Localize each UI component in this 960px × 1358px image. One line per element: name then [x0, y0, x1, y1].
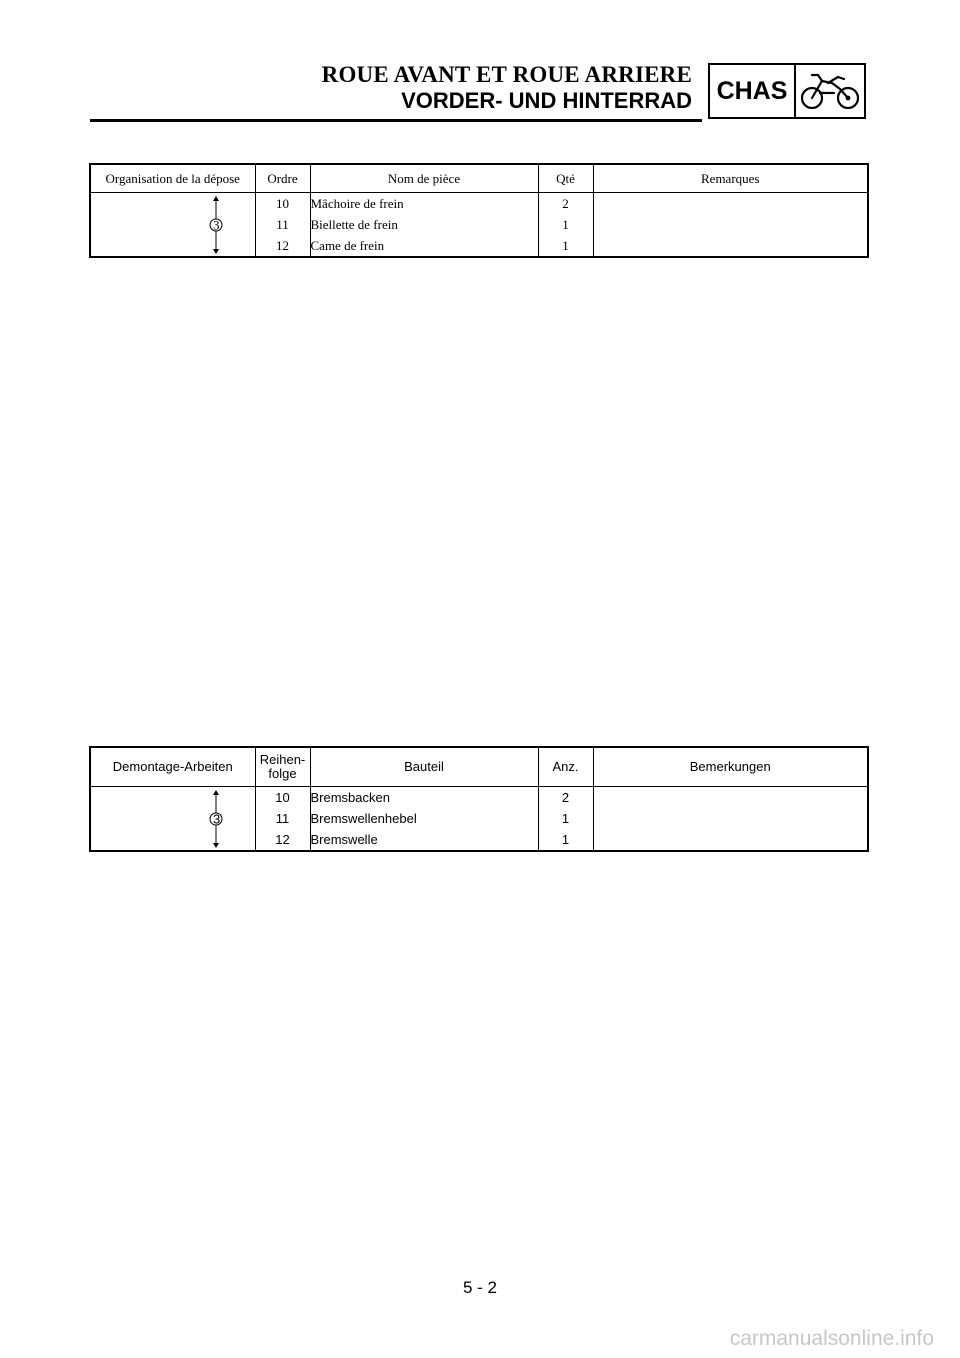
group-number: 3 — [213, 217, 220, 232]
part-cell: Came de frein — [310, 238, 385, 253]
col-header-nom: Nom de pièce — [310, 164, 538, 193]
col-header-demontage: Demontage-Arbeiten — [90, 747, 255, 787]
group-cell — [90, 193, 255, 258]
qty-cell: 1 — [561, 811, 570, 826]
col-header-reihenfolge: Reihen- folge — [255, 747, 310, 787]
watermark-text: carmanualsonline.info — [729, 1327, 934, 1350]
header-rule — [90, 119, 702, 122]
page-number: 5 - 2 — [462, 1278, 498, 1297]
part-cell: Mâchoire de frein — [310, 196, 404, 211]
parts-table-fr — [89, 163, 869, 258]
part-cell: Bremsbacken — [310, 790, 390, 805]
col-header-bauteil: Bauteil — [310, 747, 538, 787]
order-column — [255, 787, 310, 852]
col-header-organisation: Organisation de la dépose — [90, 164, 255, 193]
order-cell: 12 — [276, 238, 289, 253]
qty-cell: 2 — [562, 196, 569, 211]
parts-table-de — [89, 746, 869, 852]
col-header-ordre: Ordre — [255, 164, 310, 193]
part-cell: Biellette de frein — [310, 217, 398, 232]
part-cell: Bremswellenhebel — [310, 811, 417, 826]
part-column — [310, 787, 538, 852]
remarks-cell — [593, 787, 868, 852]
page-title-de: VORDER- UND HINTERRAD — [401, 88, 692, 113]
section-badge — [708, 63, 866, 119]
qty-cell: 1 — [562, 238, 569, 253]
col-header-qte: Qté — [538, 164, 593, 193]
col-header-anz: Anz. — [538, 747, 593, 787]
remarks-cell — [593, 193, 868, 258]
order-cell: 11 — [276, 217, 289, 232]
order-cell: 12 — [275, 832, 290, 847]
part-column — [310, 193, 538, 258]
col-header-remarques: Remarques — [593, 164, 868, 193]
col-header-bemerkungen: Bemerkungen — [593, 747, 868, 787]
qty-column — [538, 193, 593, 258]
group-cell — [90, 787, 255, 852]
order-column — [255, 193, 310, 258]
qty-column — [538, 787, 593, 852]
order-cell: 10 — [276, 196, 289, 211]
qty-cell: 1 — [561, 832, 570, 847]
order-cell: 11 — [275, 811, 290, 826]
page-title-fr: ROUE AVANT ET ROUE ARRIERE — [321, 62, 692, 87]
section-badge-label: CHAS — [710, 65, 796, 117]
order-cell: 10 — [275, 790, 290, 805]
qty-cell: 2 — [561, 790, 570, 805]
motorcycle-icon — [796, 65, 864, 117]
qty-cell: 1 — [562, 217, 569, 232]
part-cell: Bremswelle — [310, 832, 378, 847]
group-number: 3 — [213, 811, 221, 826]
